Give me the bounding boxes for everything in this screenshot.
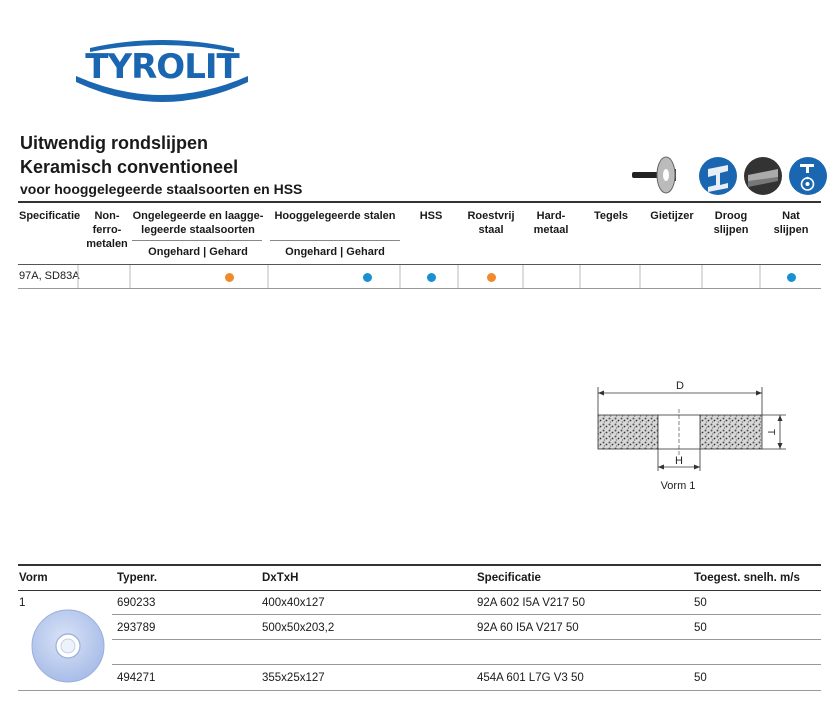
col-vorm-header: Vorm bbox=[19, 572, 48, 584]
row1-speed: 50 bbox=[694, 597, 707, 609]
col-wet-header: Nat slijpen bbox=[773, 210, 809, 236]
col-spec-header: Specificatie bbox=[477, 572, 541, 584]
page-description: voor hooggelegeerde staalsoorten en HSS bbox=[20, 181, 303, 197]
row2-spec: 92A 60 I5A V217 50 bbox=[477, 622, 579, 634]
svg-text:T: T bbox=[765, 428, 776, 436]
col-typenr-header: Typenr. bbox=[117, 572, 158, 584]
row1-dims: 400x40x127 bbox=[262, 597, 325, 609]
svg-text:Vorm 1: Vorm 1 bbox=[660, 480, 696, 492]
grinding-spindle-icon bbox=[632, 157, 676, 193]
matrix-row-rule bbox=[18, 288, 821, 289]
col-unalloyed-header: Ongelegeerde en laagge- legeerde staalsoorten bbox=[132, 210, 264, 236]
row4-spec: 454A 601 L7G V3 50 bbox=[477, 672, 584, 684]
highalloy-subheader: Ongehard | Gehard bbox=[285, 246, 385, 258]
matrix-top-rule bbox=[18, 201, 821, 203]
col-stainless-header: Roestvrij staal bbox=[467, 210, 515, 236]
row2-rule bbox=[112, 639, 821, 640]
row2-speed: 50 bbox=[694, 622, 707, 634]
row1-rule bbox=[112, 614, 821, 615]
unalloyed-subheader: Ongehard | Gehard bbox=[148, 246, 248, 258]
svg-text:H: H bbox=[675, 455, 683, 467]
col-tiles-header: Tegels bbox=[593, 210, 629, 222]
row4-typenr: 494271 bbox=[117, 672, 156, 684]
product-table-top-rule bbox=[18, 564, 821, 566]
row2-typenr: 293789 bbox=[117, 622, 156, 634]
page-title: Uitwendig rondslijpen bbox=[20, 133, 208, 153]
matrix-column-dividers bbox=[18, 265, 821, 288]
highalloy-sub-rule bbox=[270, 240, 400, 241]
knife-blade-icon bbox=[744, 157, 782, 195]
row1-typenr: 690233 bbox=[117, 597, 156, 609]
col-hss-header: HSS bbox=[419, 210, 443, 222]
unalloyed-sub-rule bbox=[132, 240, 262, 241]
wheel-profile-diagram bbox=[590, 375, 790, 495]
svg-text:TYROLIT: TYROLIT bbox=[85, 47, 239, 87]
col-dims-header: DxTxH bbox=[262, 572, 299, 584]
col-highalloy-header: Hooggelegeerde stalen bbox=[274, 210, 396, 222]
col-carbide-header: Hard- metaal bbox=[533, 210, 569, 236]
steel-beam-icon bbox=[699, 157, 737, 195]
row3-rule bbox=[112, 664, 821, 665]
tyrolit-logo bbox=[72, 36, 252, 106]
row4-speed: 50 bbox=[694, 672, 707, 684]
row1-spec: 92A 602 I5A V217 50 bbox=[477, 597, 586, 609]
col-dry-header: Droog slijpen bbox=[713, 210, 749, 236]
svg-text:D: D bbox=[676, 380, 684, 392]
row4-dims: 355x25x127 bbox=[262, 672, 325, 684]
product-header-rule bbox=[18, 590, 821, 591]
page-subtitle: Keramisch conventioneel bbox=[20, 157, 239, 177]
col-castiron-header: Gietijzer bbox=[650, 210, 694, 222]
col-nonferro-header: Non- ferro- metalen bbox=[86, 210, 128, 250]
application-icons bbox=[630, 155, 830, 197]
row4-rule bbox=[18, 690, 821, 691]
matrix-row-spec: 97A, SD83A bbox=[19, 270, 80, 282]
grinding-wheel-image bbox=[30, 608, 106, 684]
row2-dims: 500x50x203,2 bbox=[262, 622, 335, 634]
vorm-value: 1 bbox=[19, 597, 26, 609]
col-spec-header: Specificatie bbox=[19, 210, 81, 222]
col-speed-header: Toegest. snelh. m/s bbox=[694, 572, 800, 584]
wet-grinding-icon bbox=[789, 157, 827, 195]
